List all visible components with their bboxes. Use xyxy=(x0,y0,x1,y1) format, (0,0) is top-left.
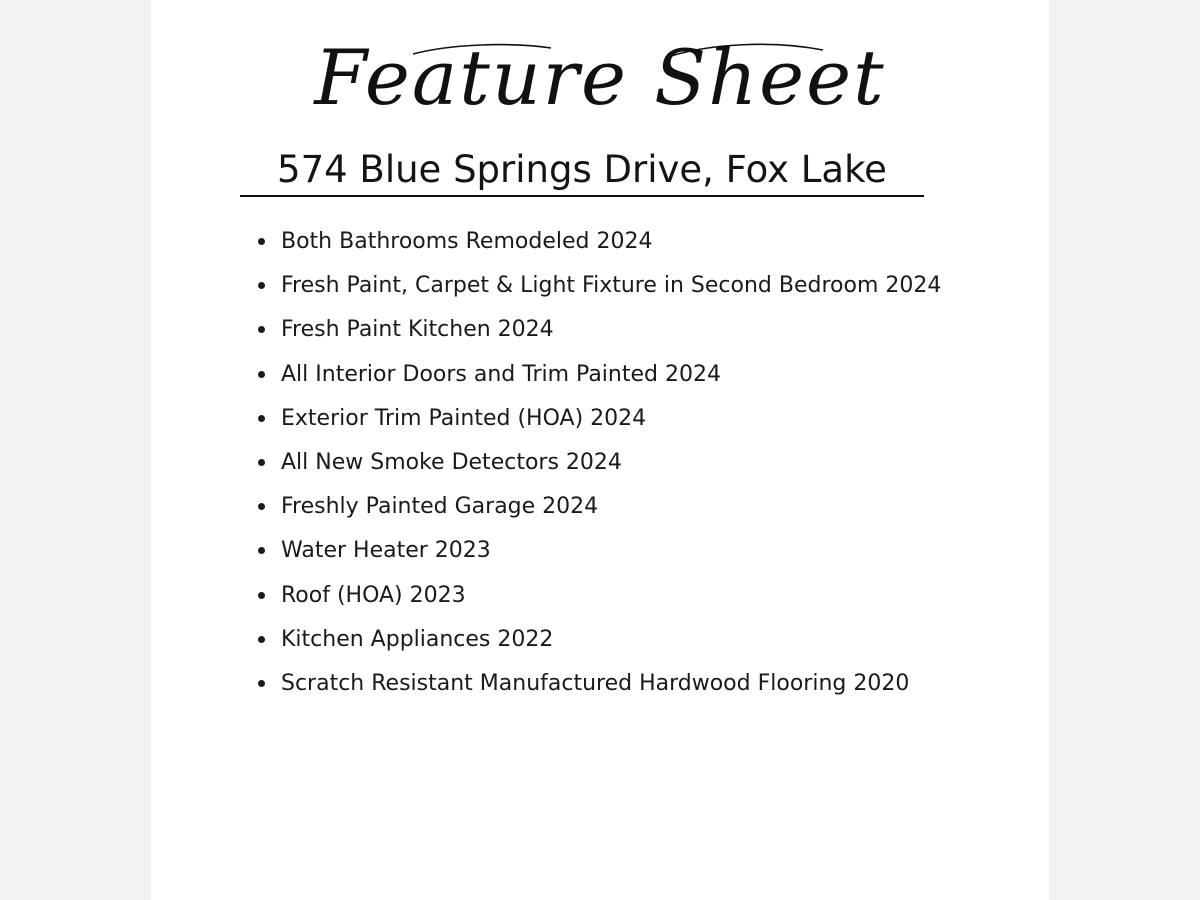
bullet-icon xyxy=(258,592,265,599)
bullet-icon xyxy=(258,282,265,289)
address-underline xyxy=(240,195,924,197)
list-item xyxy=(255,442,1015,486)
bullet-icon xyxy=(258,371,265,378)
list-item xyxy=(255,619,1015,663)
bullet-icon xyxy=(258,326,265,333)
bullet-icon xyxy=(258,415,265,422)
bullet-icon xyxy=(258,238,265,245)
property-address: 574 Blue Springs Drive, Fox Lake xyxy=(277,148,887,191)
bullet-icon xyxy=(258,547,265,554)
feature-text: Exterior Trim Painted (HOA) 2024 xyxy=(281,405,647,431)
list-item xyxy=(255,354,1015,398)
feature-text: Fresh Paint, Carpet & Light Fixture in Second Bedroom 2024 xyxy=(281,273,942,299)
feature-text: Freshly Painted Garage 2024 xyxy=(281,494,599,520)
feature-text: Water Heater 2023 xyxy=(281,538,491,564)
list-item xyxy=(255,221,1015,265)
bullet-icon xyxy=(258,459,265,466)
feature-list xyxy=(255,221,1015,707)
feature-sheet-title xyxy=(151,26,1049,144)
bullet-icon xyxy=(258,503,265,510)
bullet-icon xyxy=(258,636,265,643)
list-item xyxy=(255,309,1015,353)
list-item xyxy=(255,575,1015,619)
feature-text: All Interior Doors and Trim Painted 2024 xyxy=(281,361,721,387)
list-item xyxy=(255,530,1015,574)
bullet-icon xyxy=(258,680,265,687)
feature-text: Fresh Paint Kitchen 2024 xyxy=(281,317,554,343)
list-item xyxy=(255,398,1015,442)
feature-text: Kitchen Appliances 2022 xyxy=(281,626,554,652)
script-title-text: Feature Sheet xyxy=(314,33,886,122)
feature-sheet-page xyxy=(151,0,1049,900)
list-item xyxy=(255,663,1015,707)
feature-text: Both Bathrooms Remodeled 2024 xyxy=(281,229,653,254)
feature-text: Scratch Resistant Manufactured Hardwood Flooring 2020 xyxy=(281,670,910,696)
feature-text: All New Smoke Detectors 2024 xyxy=(281,449,622,475)
script-title-graphic xyxy=(151,26,1049,144)
list-item xyxy=(255,486,1015,530)
feature-text: Roof (HOA) 2023 xyxy=(281,582,466,608)
list-item xyxy=(255,265,1015,309)
